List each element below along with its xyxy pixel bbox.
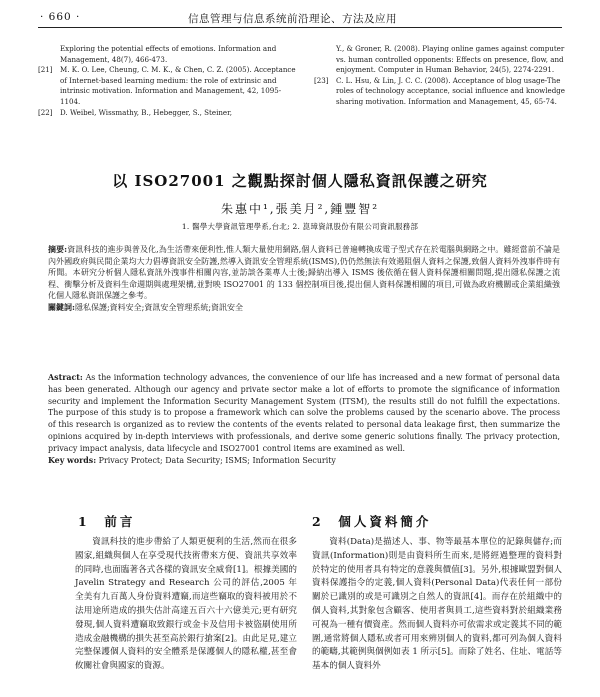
reference-item	[314, 76, 568, 108]
introduction-paragraph: 資訊科技的進步帶給了人類更便利的生活,然而在很多國家,組織與個人在享受現代技術帶來方便、資訊共享效率的同時,也面臨著各式各樣的資訊安全威脅[1]。根據美國的 Javelin Strategy and Research 公司的評估,2005 年全美有九百萬人身份資料遭竊,而這些竊取的資料被用於不法用途所造成的損失估計高達五百六十六億美元;更有研究發現,個人資料遭竊取致銀行或金卡及信用卡被盜刷使用所造成金融機構的損失甚至高於銀行搶案[2]。由此足見,建立完整保護個人資料的安全體系是保護個人的隱私權,甚至會攸關社會與國家的資源。	[75, 537, 297, 672]
personal-data-paragraph: 資料(Data)是描述人、事、物等最基本單位的記錄與儲存;而資訊(Information)則是由資料所生而來,是將經過整理的資料對於特定的使用者具有特定的意義與價值[3]。另外,根據歐盟對個人資料保護指令的定義,個人資料(Personal Data)代表任何一部份關於已識別的或是可識別之自然人的資訊[4]。而存在於組織中的個人資料,其對象包含顧客、使用者與員工,這些資料對於組織業務可視為一種有價資產。然而個人資料亦可依需求或定義其不同的範圍,通常將個人隱私或者可用來辨別個人的資料,都可列為個人資料的範疇,其範例與個例如表 1 所示[5]。而除了姓名、住址、電話等基本的個人資料外	[312, 537, 562, 672]
page-number: · 660 ·	[40, 11, 81, 23]
reference-text: C. L. Hsu, & Lin, J. C. C. (2008). Acceptance of blog usage-The roles of technology acceptance, social influence and knowledge sharing motivation. Information and Management, 45, 65-74.	[336, 75, 565, 106]
reference-item	[38, 65, 298, 107]
abstract-english-body	[48, 372, 560, 455]
reference-item	[38, 108, 298, 119]
body-column-right	[312, 536, 562, 674]
running-header	[38, 8, 562, 28]
abstract-label: 摘要:	[48, 244, 68, 254]
reference-number: [23]	[314, 75, 329, 85]
body-column-left	[75, 536, 297, 674]
reference-item	[314, 44, 568, 76]
reference-number	[38, 44, 60, 65]
abstract-chinese-body	[48, 244, 560, 302]
keywords-label: Key words:	[48, 455, 97, 465]
reference-item	[38, 44, 298, 65]
section-number: 1	[78, 514, 90, 529]
abstract-chinese	[48, 244, 560, 314]
abstract-english	[48, 372, 560, 466]
reference-text: Y., & Groner, R. (2008). Playing online games against computer vs. human controlled opponents: Effects on presence, flow, and enjoyment. Computer in Human Behavior, 24(5), 2274-2291.	[336, 44, 565, 75]
abstract-text: As the information technology advances, the convenience of our life has increased and a new format of personal data has been generated. Although our agency and private sector make a lot of efforts to promote the significance of information security and implement the Information Security Management System (ITSM), the results still do not fulfill the expectations. The purpose of this study is to propose a framework which can solve the problems caused by the scenario above. The process of this research is organized as to review the contents of the events related to personal data leakage first, then summarize the opinions acquired by in-depth interviews with professionals, and derive some generic solutions finally. The privacy protection, privacy impact analysis, data lifecycle and ISO27001 control items are examined as well.	[48, 373, 560, 453]
paper-title: 以 ISO27001 之觀點探討個人隱私資訊保護之研究	[112, 172, 488, 190]
reference-text: D. Weibel, Wissmathy, B., Hebegger, S., Steiner,	[60, 107, 232, 117]
reference-number: [22]	[38, 107, 53, 117]
keywords-label: 關鍵詞:	[48, 301, 75, 312]
section-title: 個人資料簡介	[338, 514, 432, 529]
reference-number: [21]	[38, 65, 53, 75]
reference-text: Exploring the potential effects of emotions. Information and Management, 48(7), 466-473.	[60, 44, 277, 64]
reference-number	[314, 44, 336, 76]
abstract-text: 資訊科技的進步與普及化,為生活帶來便利性,惟人類大量使用網路,個人資料已普遍轉換成電子型式存在於電腦與網路之中。雖經當前不論是內外國政府與民間企業均大力倡導資訊安全防護,然導入資訊安全管理系統(ISMS),仍仍然無法有效遏阻個人資料之保護,致個人資料外洩事件時有所聞。本研究分析個人隱私資訊外洩事件相關內容,並訪談各業專人士後;歸納出導入 ISMS 後依循在個人資料保護相關問題,提出隱私保護之流程、衝擊分析及資料生命週期與處理架構,並對映 ISO27001 的 133 個控制項目後,提出個人資料保護相關的項目,可做為政府機關或企業組織強化個人隱私資訊保護之參考。	[48, 245, 561, 301]
keywords-chinese	[48, 302, 560, 314]
keywords-text: 隱私保護;資料安全;資訊安全管理系統;資訊安全	[74, 302, 244, 312]
section-title: 前言	[104, 514, 136, 529]
journal-title: 信息管理与信息系统前沿理论、方法及应用	[188, 13, 397, 25]
section-heading-introduction	[78, 512, 135, 530]
header-rule	[38, 27, 562, 28]
abstract-label: Astract:	[48, 373, 83, 382]
section-heading-personal-data	[312, 512, 431, 530]
section-number: 2	[312, 514, 324, 529]
keywords-text: Privacy Protect; Data Security; ISMS; Information Security	[98, 455, 336, 465]
author-affiliation: 1. 醫學大學資訊管理學系,台北; 2. 崑璋資訊股份有限公司資訊服務部	[181, 222, 419, 231]
references-left	[38, 44, 298, 118]
reference-text: M. K. O. Lee, Cheung, C. M. K., & Chen, C. Z. (2005). Acceptance of Internet-based learning medium: the role of extrinsic and intrinsic motivation. Information and Management, 42, 1095-1104.	[60, 65, 296, 106]
references-right	[314, 44, 568, 108]
paper-authors: 朱惠中¹,張美月²,鍾豐智²	[220, 202, 380, 216]
keywords-english	[48, 455, 560, 467]
